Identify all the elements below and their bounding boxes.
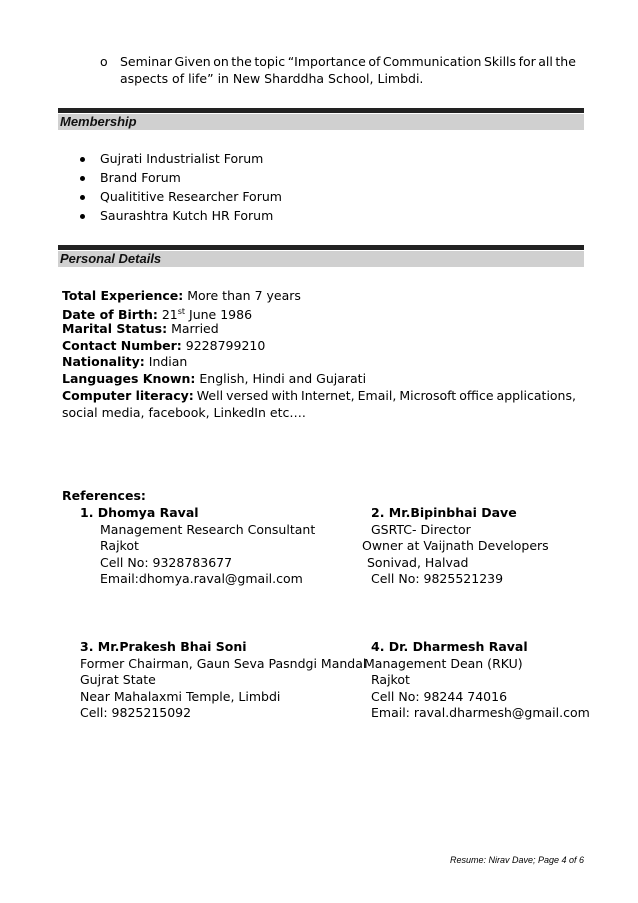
bullet-icon (80, 176, 85, 181)
dob-row: Date of Birth: 21st June 1986 (62, 307, 253, 323)
seminar-line-1 (120, 54, 576, 71)
justified-word: versed (226, 388, 269, 403)
reference-line: Gujrat State (80, 672, 156, 687)
reference-line: Cell No: 9825521239 (371, 571, 504, 586)
justified-word: Given (174, 54, 211, 69)
justified-word: Well (196, 388, 224, 403)
justified-word: Communication (382, 54, 482, 69)
justified-word: of (368, 54, 381, 69)
justified-word: on (213, 54, 229, 69)
reference-name: 3. Mr.Prakesh Bhai Soni (80, 639, 247, 654)
justified-word: Internet, (301, 388, 355, 403)
references-title: References: (62, 488, 146, 503)
justified-word: Skills (483, 54, 517, 69)
justified-word: applications, (496, 388, 576, 403)
reference-1 (80, 505, 315, 588)
seminar-line-2: aspects of life” in New Sharddha School, Limbdi. (120, 71, 424, 86)
computer-literacy-line-2: social media, facebook, LinkedIn etc…. (62, 405, 306, 420)
justified-word: all (538, 54, 553, 69)
justified-word: with (271, 388, 298, 403)
reference-line: GSRTC- Director (371, 521, 471, 537)
reference-4 (364, 639, 590, 722)
reference-name: 4. Dr. Dharmesh Raval (371, 639, 528, 654)
reference-line: Management Research Consultant (100, 521, 316, 537)
justified-word: Computer literacy: (62, 388, 194, 403)
justified-word: office (459, 388, 494, 403)
bullet-icon (80, 214, 85, 219)
marital-row: Marital Status: Married (62, 321, 219, 336)
membership-title: Membership (60, 114, 137, 129)
reference-2 (362, 505, 549, 588)
contact-row: Contact Number: 9228799210 (62, 338, 266, 353)
reference-line: Owner at Vaijnath Developers (362, 538, 549, 553)
reference-line: Email: raval.dharmesh@gmail.com (371, 705, 590, 720)
bullet-icon (80, 157, 85, 162)
justified-word: the (231, 54, 252, 69)
seminar-bullet: o (100, 54, 108, 69)
reference-name: 2. Mr.Bipinbhai Dave (371, 505, 517, 520)
reference-line: Cell No: 98244 74016 (371, 688, 508, 704)
languages-row: Languages Known: English, Hindi and Gujarati (62, 371, 367, 386)
personal-title: Personal Details (60, 251, 162, 266)
reference-line: Near Mahalaxmi Temple, Limbdi (80, 688, 281, 704)
reference-name: 1. Dhomya Raval (80, 505, 199, 520)
computer-literacy-line-1 (62, 388, 576, 405)
reference-line: Rajkot (371, 672, 410, 687)
bullet-icon (80, 195, 85, 200)
reference-3 (80, 639, 366, 722)
reference-line: Rajkot (100, 538, 139, 553)
reference-line: Email:dhomya.raval@gmail.com (100, 571, 303, 586)
personal-section-header (58, 245, 584, 267)
justified-word: for (518, 54, 536, 69)
justified-word: the (555, 54, 576, 69)
reference-line: Cell: 9825215092 (80, 705, 192, 720)
page-footer: Resume: Nirav Dave; Page 4 of 6 (450, 855, 585, 865)
membership-section-header (58, 108, 584, 130)
justified-word: topic (254, 54, 286, 69)
reference-line: Sonivad, Halvad (367, 554, 469, 570)
justified-word: Microsoft (399, 388, 457, 403)
justified-word: Seminar (120, 54, 172, 69)
experience-row: Total Experience: More than 7 years (62, 288, 301, 303)
nationality-row: Nationality: Indian (62, 354, 188, 369)
reference-line: Cell No: 9328783677 (100, 554, 233, 570)
justified-word: “Importance (287, 54, 366, 69)
reference-line: Management Dean (RKU) (364, 655, 523, 671)
justified-word: Email, (357, 388, 397, 403)
reference-line: Former Chairman, Gaun Seva Pasndgi Mandal (80, 655, 367, 671)
